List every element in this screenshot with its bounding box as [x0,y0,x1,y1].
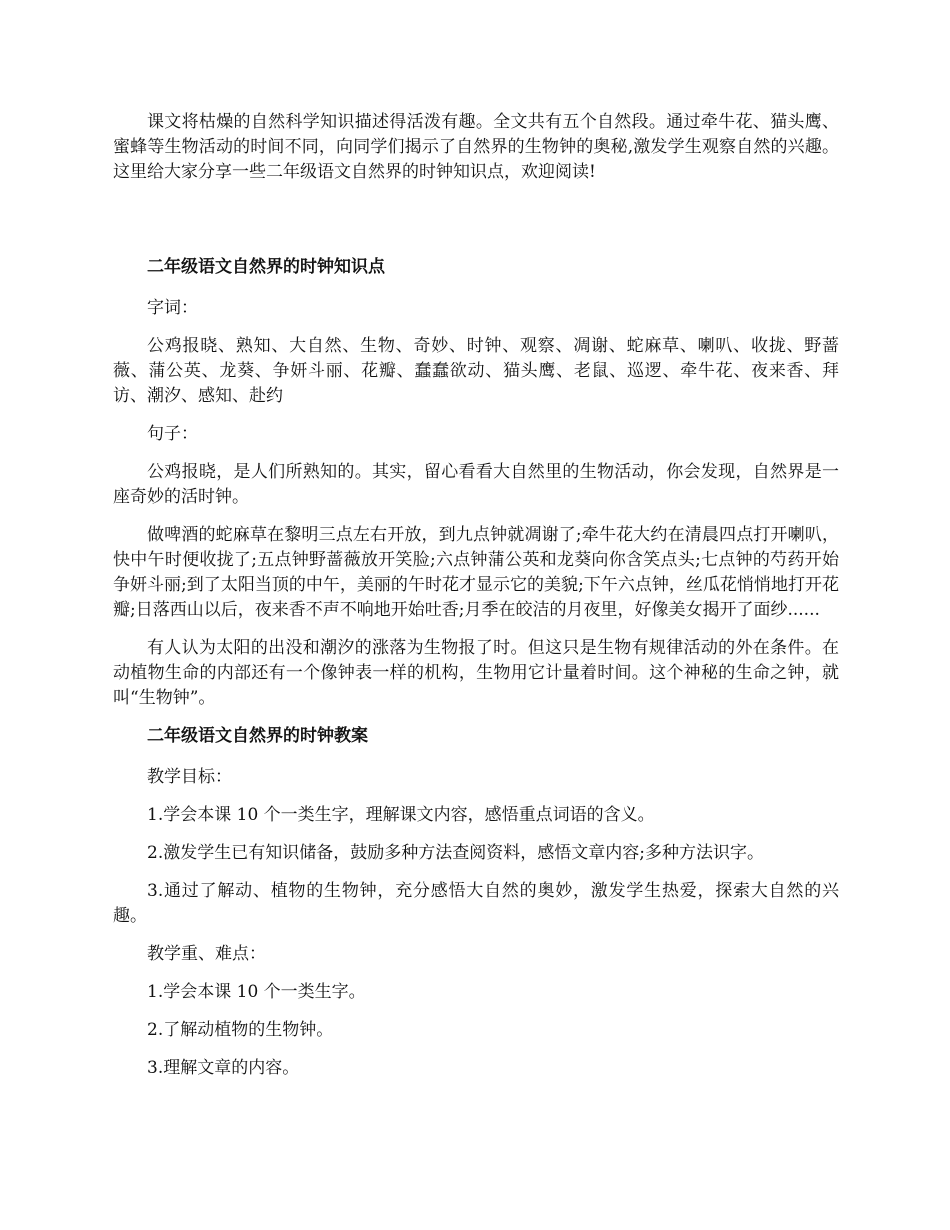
document-page [113,110,839,1094]
key-point-item: 2.了解动植物的生物钟。 [147,1020,334,1040]
key-point-item: 1.学会本课 10 个一类生字。 [147,982,366,1002]
key-point-item: 3.理解文章的内容。 [147,1058,300,1078]
goal-item: 2.激发学生已有知识储备，鼓励多种方法查阅资料，感悟文章内容;多种方法识字。 [147,843,764,863]
sentence-paragraph: 做啤酒的蛇麻草在黎明三点左右开放，到九点钟就凋谢了;牵牛花大约在清晨四点打开喇叭，快中午时便收拢了;五点钟野蔷薇放开笑脸;六点钟蒲公英和龙葵向你含笑点头;七点钟的芍药开始争妍斗丽;到了太阳当顶的中午，美丽的午时花才显示它的美貌;下午六点钟，丝瓜花悄悄地打开花瓣;日落西山以后，夜来香不声不响地开始吐香;月季在皎洁的月夜里，好像美女揭开了面纱...... [113,525,839,620]
sentence-paragraph: 公鸡报晓，是人们所熟知的。其实，留心看看大自然里的生物活动，你会发现，自然界是一座奇妙的活时钟。 [113,462,839,507]
sentences-label: 句子： [147,424,198,444]
goal-item: 3.通过了解动、植物的生物钟，充分感悟大自然的奥妙，激发学生热爱，探索大自然的兴趣。 [113,881,839,926]
key-points-label: 教学重、难点： [147,944,266,964]
sentence-paragraph: 有人认为太阳的出没和潮汐的涨落为生物报了时。但这只是生物有规律活动的外在条件。在动植物生命的内部还有一个像钟表一样的机构，生物用它计量着时间。这个神秘的生命之钟，就叫“生物钟”。 [113,638,839,708]
section-heading-lesson-plan: 二年级语文自然界的时钟教案 [147,726,368,746]
intro-paragraph: 课文将枯燥的自然科学知识描述得活泼有趣。全文共有五个自然段。通过牵牛花、猫头鹰、蜜蜂等生物活动的时间不同，向同学们揭示了自然界的生物钟的奥秘,激发学生观察自然的兴趣。这里给大家分享一些二年级语文自然界的时钟知识点，欢迎阅读! [113,112,839,182]
words-label: 字词： [147,298,198,318]
goal-item: 1.学会本课 10 个一类生字，理解课文内容，感悟重点词语的含义。 [147,805,655,825]
section-heading-knowledge: 二年级语文自然界的时钟知识点 [147,257,385,277]
goals-label: 教学目标： [147,767,232,787]
words-paragraph: 公鸡报晓、熟知、大自然、生物、奇妙、时钟、观察、凋谢、蛇麻草、喇叭、收拢、野蔷薇、蒲公英、龙葵、争妍斗丽、花瓣、蠢蠢欲动、猫头鹰、老鼠、巡逻、牵牛花、夜来香、拜访、潮汐、感知、赴约 [113,336,839,406]
